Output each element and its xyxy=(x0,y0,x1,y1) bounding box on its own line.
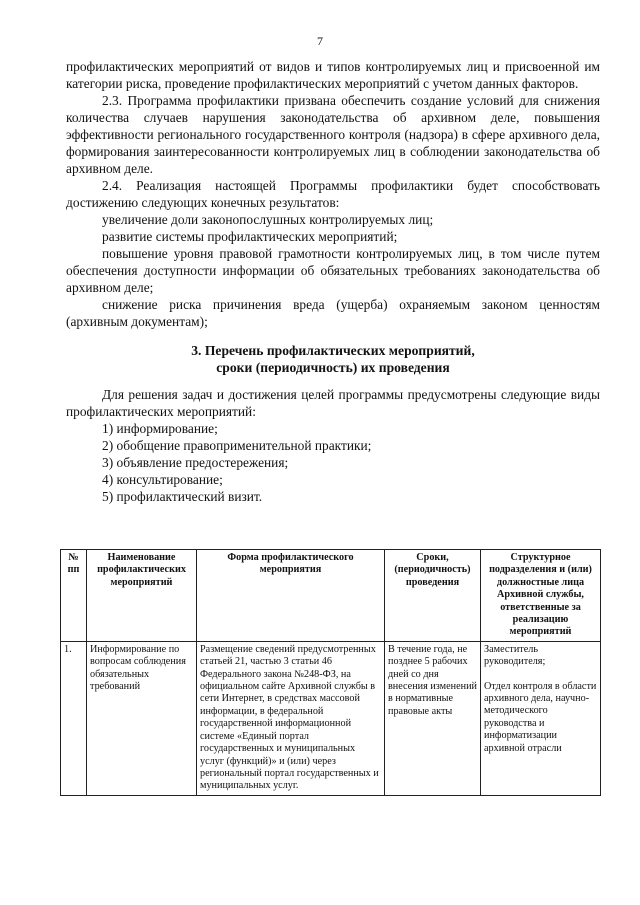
cell-responsible xyxy=(481,641,601,795)
header-number: № пп xyxy=(61,550,87,642)
responsible-department: Отдел контроля в области архивного дела, научно-методического руководства и информатизации архивной отрасли xyxy=(484,680,597,754)
result-item-3: повышение уровня правовой грамотности контролируемых лиц, в том числе путем обеспечения доступности информации об обязательных требованиях законодательства об архивном деле; xyxy=(66,246,600,295)
result-item-4: снижение риска причинения вреда (ущерба) охраняемым законом ценностям (архивным документам); xyxy=(66,297,600,329)
cell-measure-name: Информирование по вопросам соблюдения обязательных требований xyxy=(87,641,197,795)
section-3-heading-line-2: сроки (периодичность) их проведения xyxy=(216,360,450,375)
header-measure-name: Наименование профилактических мероприятий xyxy=(87,550,197,642)
responsible-deputy: Заместитель руководителя; xyxy=(484,643,546,668)
cell-number: 1. xyxy=(61,641,87,795)
result-item-2: развитие системы профилактических мероприятий; xyxy=(102,229,398,244)
paragraph-2-3: 2.3. Программа профилактики призвана обеспечить создание условий для снижения количества случаев нарушения законодательства об архивном деле, повышения эффективности регионального государственного контроля (надзора) в сфере архивного дела, формирования заинтересованности контролируемых лиц в соблюдении законодательства об архивном деле. xyxy=(66,93,600,176)
header-term: Сроки, (периодичность) проведения xyxy=(385,550,481,642)
paragraph-2-4: 2.4. Реализация настоящей Программы профилактики будет способствовать достижению следующих конечных результатов: xyxy=(66,178,600,210)
measure-item: 5) профилактический визит. xyxy=(102,489,263,504)
header-responsible: Структурное подразделения и (или) должностные лица Архивной службы, ответственные за реализацию мероприятий xyxy=(481,550,601,642)
measure-item: 2) обобщение правоприменительной практики; xyxy=(102,438,372,453)
paragraph-continuation: профилактических мероприятий от видов и типов контролируемых лиц и присвоенной им категории риска, проведение профилактических мероприятий с учетом данных факторов. xyxy=(66,59,600,91)
header-measure-form: Форма профилактического мероприятия xyxy=(197,550,385,642)
section-3-heading xyxy=(66,342,600,376)
result-item-1: увеличение доли законопослушных контролируемых лиц; xyxy=(102,212,434,227)
cell-measure-form: Размещение сведений предусмотренных статьей 21, частью 3 статьи 46 Федерального закона №248-ФЗ, на официальном сайте Архивной службы в сети Интернет, в средствах массовой информации, в федеральной государственной информационной системе «Единый портал государственных и муниципальных услуг (функций)» и (или) через региональный портал государственных и муниципальных услуг. xyxy=(197,641,385,795)
section-3-heading-line-1: 3. Перечень профилактических мероприятий, xyxy=(191,343,475,358)
measure-item: 4) консультирование; xyxy=(102,472,223,487)
table-row xyxy=(61,641,601,795)
table-header-row xyxy=(61,550,601,642)
document-body xyxy=(66,58,600,505)
section-3-intro: Для решения задач и достижения целей программы предусмотрены следующие виды профилактических мероприятий: xyxy=(66,387,600,419)
page-number: 7 xyxy=(317,34,323,48)
measure-item: 1) информирование; xyxy=(102,421,218,436)
measures-table xyxy=(60,549,601,796)
measure-item: 3) объявление предостережения; xyxy=(102,455,289,470)
cell-term: В течение года, не позднее 5 рабочих дней со дня внесения изменений в нормативные правовые акты xyxy=(385,641,481,795)
